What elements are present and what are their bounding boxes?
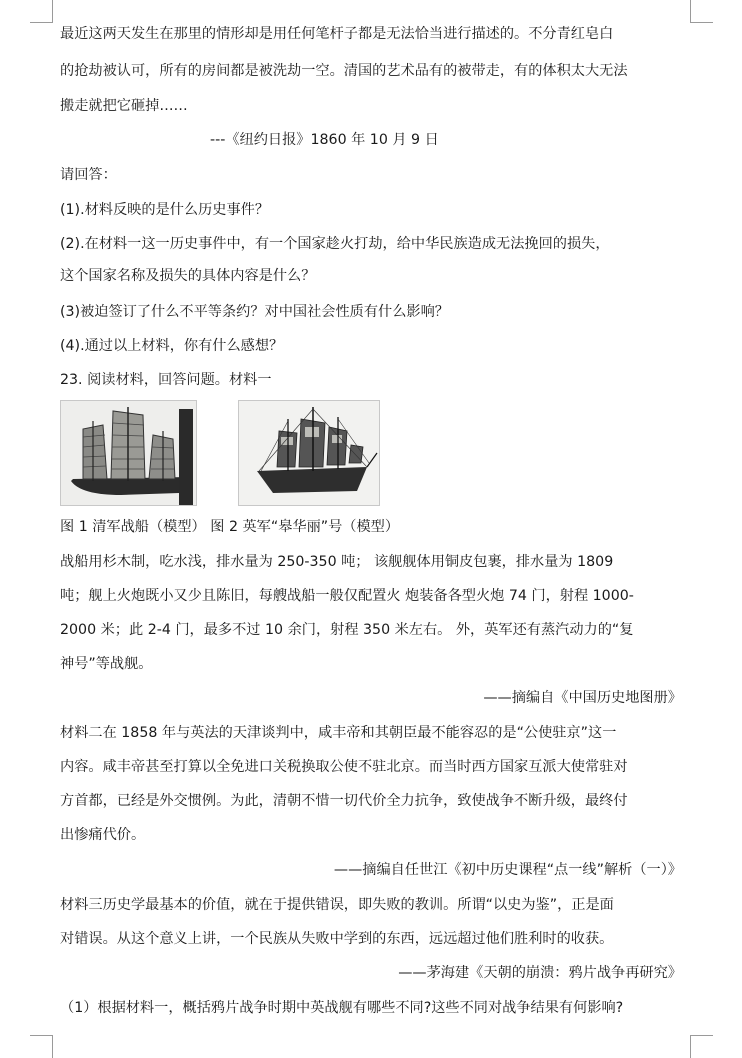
question-heading: 23. 阅读材料，回答问题。材料一 — [60, 372, 272, 388]
paragraph-line: 内容。咸丰帝甚至打算以全免进口关税换取公使不驻北京。而当时西方国家互派大使常驻对 — [60, 759, 628, 775]
paragraph-line: 材料二在 1858 年与英法的天津谈判中，咸丰帝和其朝臣最不能容忍的是“公使驻京”这一 — [60, 725, 617, 741]
paragraph-line: 战船用杉木制，吃水浅，排水量为 250-350 吨； 该舰舰体用铜皮包裹，排水量为 1809 — [60, 554, 614, 570]
crop-mark-top-left — [30, 0, 53, 23]
paragraph-line: 最近这两天发生在那里的情形却是用任何笔杆子都是无法恰当进行描述的。不分青红皂白 — [60, 26, 614, 42]
crop-mark-bottom-left — [30, 1035, 53, 1058]
paragraph-line: 方首都，已经是外交惯例。为此，清朝不惜一切代价全力抗争，致使战争不断升级，最终付 — [60, 793, 628, 809]
question-item: (4).通过以上材料，你有什么感想？ — [60, 338, 284, 354]
crop-mark-top-right — [690, 0, 713, 23]
question-item: (2).在材料一这一历史事件中，有一个国家趁火打劫，给中华民族造成无法挽回的损失， — [60, 236, 610, 252]
sailing-warship-icon — [239, 401, 379, 505]
question-prompt: 请回答： — [60, 167, 117, 183]
paragraph-line: 吨；舰上火炮既小又少且陈旧，每艘战船一般仅配置火 炮装备各型火炮 74 门，射程 1000- — [60, 588, 634, 604]
figure-caption: 图 1 清军战船（模型） 图 2 英军“皋华丽”号（模型） — [60, 519, 400, 535]
question-item: 这个国家名称及损失的具体内容是什么？ — [60, 268, 316, 284]
paragraph-line: 神号”等战舰。 — [60, 656, 153, 672]
british-warship-image — [238, 400, 380, 506]
source-citation: ——茅海建《天朝的崩溃：鸦片战争再研究》 — [398, 965, 682, 981]
paragraph-line: 出惨痛代价。 — [60, 827, 146, 843]
question-item: (3)被迫签订了什么不平等条约？对中国社会性质有什么影响？ — [60, 304, 449, 320]
junk-ship-icon — [61, 401, 196, 505]
paragraph-line: 材料三历史学最基本的价值，就在于提供错误，即失败的教训。所谓“以史为鉴”，正是面 — [60, 897, 614, 913]
paragraph-line: 搬走就把它砸掉…… — [60, 98, 188, 114]
qing-war-junk-image — [60, 400, 197, 506]
question-item: (1).材料反映的是什么历史事件？ — [60, 202, 270, 218]
source-citation: ——摘编自任世江《初中历史课程“点一线”解析（一）》 — [333, 862, 682, 878]
question-item: （1）根据材料一，概括鸦片战争时期中英战舰有哪些不同?这些不同对战争结果有何影响? — [60, 1000, 624, 1016]
paragraph-line: 的抢劫被认可，所有的房间都是被洗劫一空。清国的艺术品有的被带走，有的体积太大无法 — [60, 63, 628, 79]
crop-mark-bottom-right — [690, 1035, 713, 1058]
source-citation: ——摘编自《中国历史地图册》 — [483, 690, 682, 706]
source-citation: ---《纽约日报》1860 年 10 月 9 日 — [210, 132, 439, 148]
paragraph-line: 2000 米；此 2-4 门，最多不过 10 余门，射程 350 米左右。 外，英军还有蒸汽动力的“复 — [60, 622, 634, 638]
paragraph-line: 对错误。从这个意义上讲，一个民族从失败中学到的东西，远远超过他们胜利时的收获。 — [60, 931, 614, 947]
